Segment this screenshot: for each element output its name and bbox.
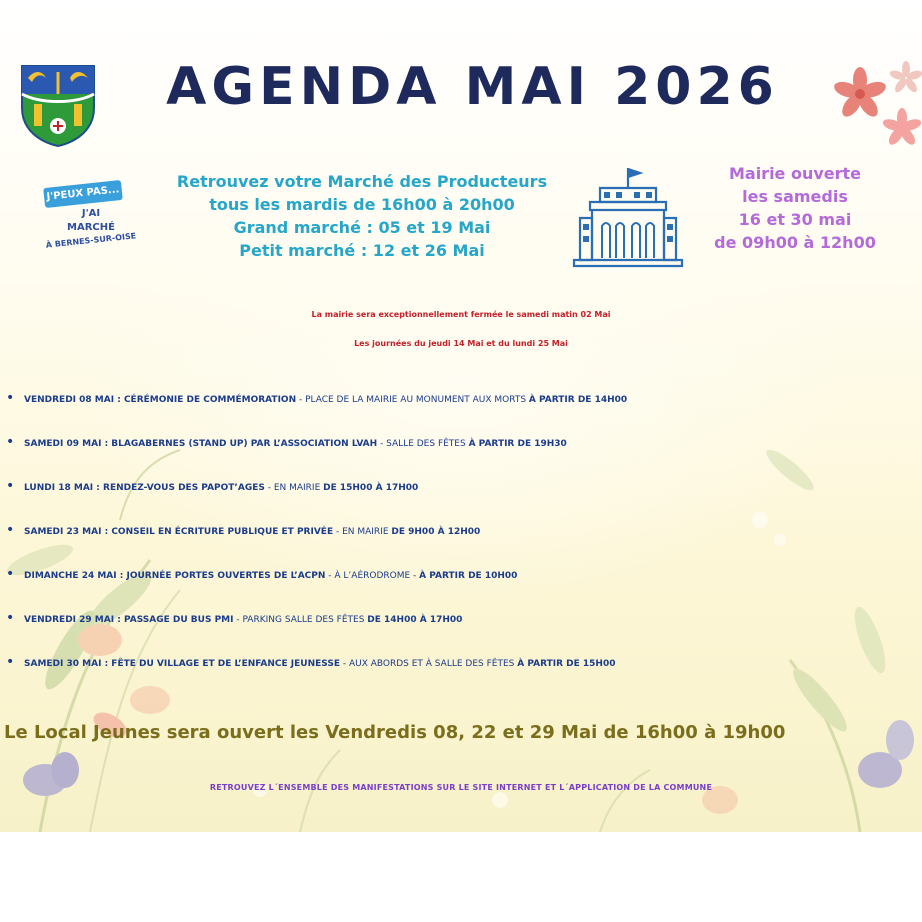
- bullet-icon: •: [6, 478, 15, 494]
- bullet-icon: •: [6, 566, 15, 582]
- market-line: tous les mardis de 16h00 à 20h00: [209, 195, 515, 214]
- event-place: - PARKING SALLE DES FÊTES: [233, 615, 368, 625]
- mairie-line: 16 et 30 mai: [738, 210, 852, 229]
- event-place: - EN MAIRIE: [333, 527, 392, 537]
- event-place: - À L’AÉRODROME -: [325, 571, 420, 581]
- marche-logo: [36, 184, 146, 260]
- event-place: - PLACE DE LA MAIRIE AU MONUMENT AUX MORTS: [296, 395, 529, 405]
- event-date: DIMANCHE 24 MAI :: [24, 571, 127, 581]
- bullet-icon: •: [6, 522, 15, 538]
- event-date: SAMEDI 23 MAI :: [24, 527, 112, 537]
- event-item: [6, 596, 922, 640]
- event-title: RENDEZ-VOUS DES PAPOT’AGES: [103, 483, 265, 493]
- event-item: [6, 376, 922, 420]
- footer-notice: RETROUVEZ L´ENSEMBLE DES MANIFESTATIONS SUR LE SITE INTERNET ET L´APPLICATION DE LA COMMUNE: [209, 783, 713, 792]
- event-date: VENDREDI 08 MAI :: [24, 395, 124, 405]
- event-title: JOURNÉE PORTES OUVERTES DE L’ACPN: [126, 571, 326, 581]
- market-line: Grand marché : 05 et 19 Mai: [233, 218, 491, 237]
- event-place: - SALLE DES FÊTES: [377, 439, 469, 449]
- event-place: - EN MAIRIE: [264, 483, 324, 493]
- event-time: DE 9H00 À 12H00: [391, 527, 481, 537]
- event-time: DE 15H00 À 17H00: [323, 483, 419, 493]
- market-line: Petit marché : 12 et 26 Mai: [239, 241, 485, 260]
- event-title: : FÊTE DU VILLAGE ET DE L’ENFANCE JEUNESSE: [101, 659, 340, 669]
- town-hall-icon: [570, 166, 686, 270]
- event-time: À PARTIR DE 19H30: [468, 439, 567, 449]
- event-item: [6, 508, 922, 552]
- event-date: VENDREDI 29 MAI :: [24, 615, 124, 625]
- event-item: [6, 464, 922, 508]
- event-title: CONSEIL EN ÉCRITURE PUBLIQUE ET PRIVÉE: [111, 527, 334, 537]
- event-place: - AUX ABORDS ET À SALLE DES FÊTES: [339, 659, 518, 669]
- mairie-saturday-hours: [690, 162, 900, 254]
- event-time: À PARTIR DE 10H00: [419, 571, 518, 581]
- bullet-icon: •: [6, 390, 15, 406]
- event-date: SAMEDI 09 MAI: [24, 439, 102, 449]
- marche-logo-line: J'AI: [81, 208, 101, 219]
- mairie-line: de 09h00 à 12h00: [714, 233, 876, 252]
- event-item: [6, 552, 922, 596]
- event-title: CÉRÉMONIE DE COMMÉMORATION: [123, 395, 297, 405]
- event-time: DE 14H00 À 17H00: [367, 615, 463, 625]
- event-time: À PARTIR DE 14H00: [528, 395, 628, 405]
- page-title: AGENDA MAI 2026: [166, 57, 779, 117]
- flower-icon: [826, 58, 922, 154]
- event-title: PASSAGE DU BUS PMI: [123, 615, 234, 625]
- coat-of-arms-icon: [20, 64, 96, 148]
- local-jeunes-notice: Le Local Jeunes sera ouvert les Vendredis 08, 22 et 29 Mai de 16h00 à 19h00: [4, 722, 786, 743]
- marche-logo-banner: J'PEUX PAS...: [43, 180, 123, 208]
- event-date: SAMEDI 30 MAI: [24, 659, 102, 669]
- event-item: [6, 640, 922, 684]
- bullet-icon: •: [6, 610, 15, 626]
- closure-line: La mairie sera exceptionnellement fermée le samedi matin 02 Mai: [311, 310, 611, 319]
- event-date: LUNDI 18 MAI :: [24, 483, 104, 493]
- market-line: Retrouvez votre Marché des Producteurs: [176, 172, 548, 191]
- closure-line: Les journées du jeudi 14 Mai et du lundi 25 Mai: [354, 339, 568, 348]
- marche-logo-line: MARCHÉ: [67, 222, 115, 233]
- closure-notice: [0, 300, 922, 358]
- marche-logo-line: À BERNES-SUR-OISE: [45, 231, 137, 250]
- bullet-icon: •: [6, 654, 15, 670]
- bullet-icon: •: [6, 434, 15, 450]
- mairie-line: Mairie ouverte: [728, 164, 862, 183]
- event-item: [6, 420, 922, 464]
- mairie-line: les samedis: [742, 187, 848, 206]
- event-time: À PARTIR DE 15H00: [517, 659, 616, 669]
- event-title: : BLAGABERNES (STAND UP) PAR L’ASSOCIATION LVAH: [101, 439, 378, 449]
- market-info: [140, 170, 584, 262]
